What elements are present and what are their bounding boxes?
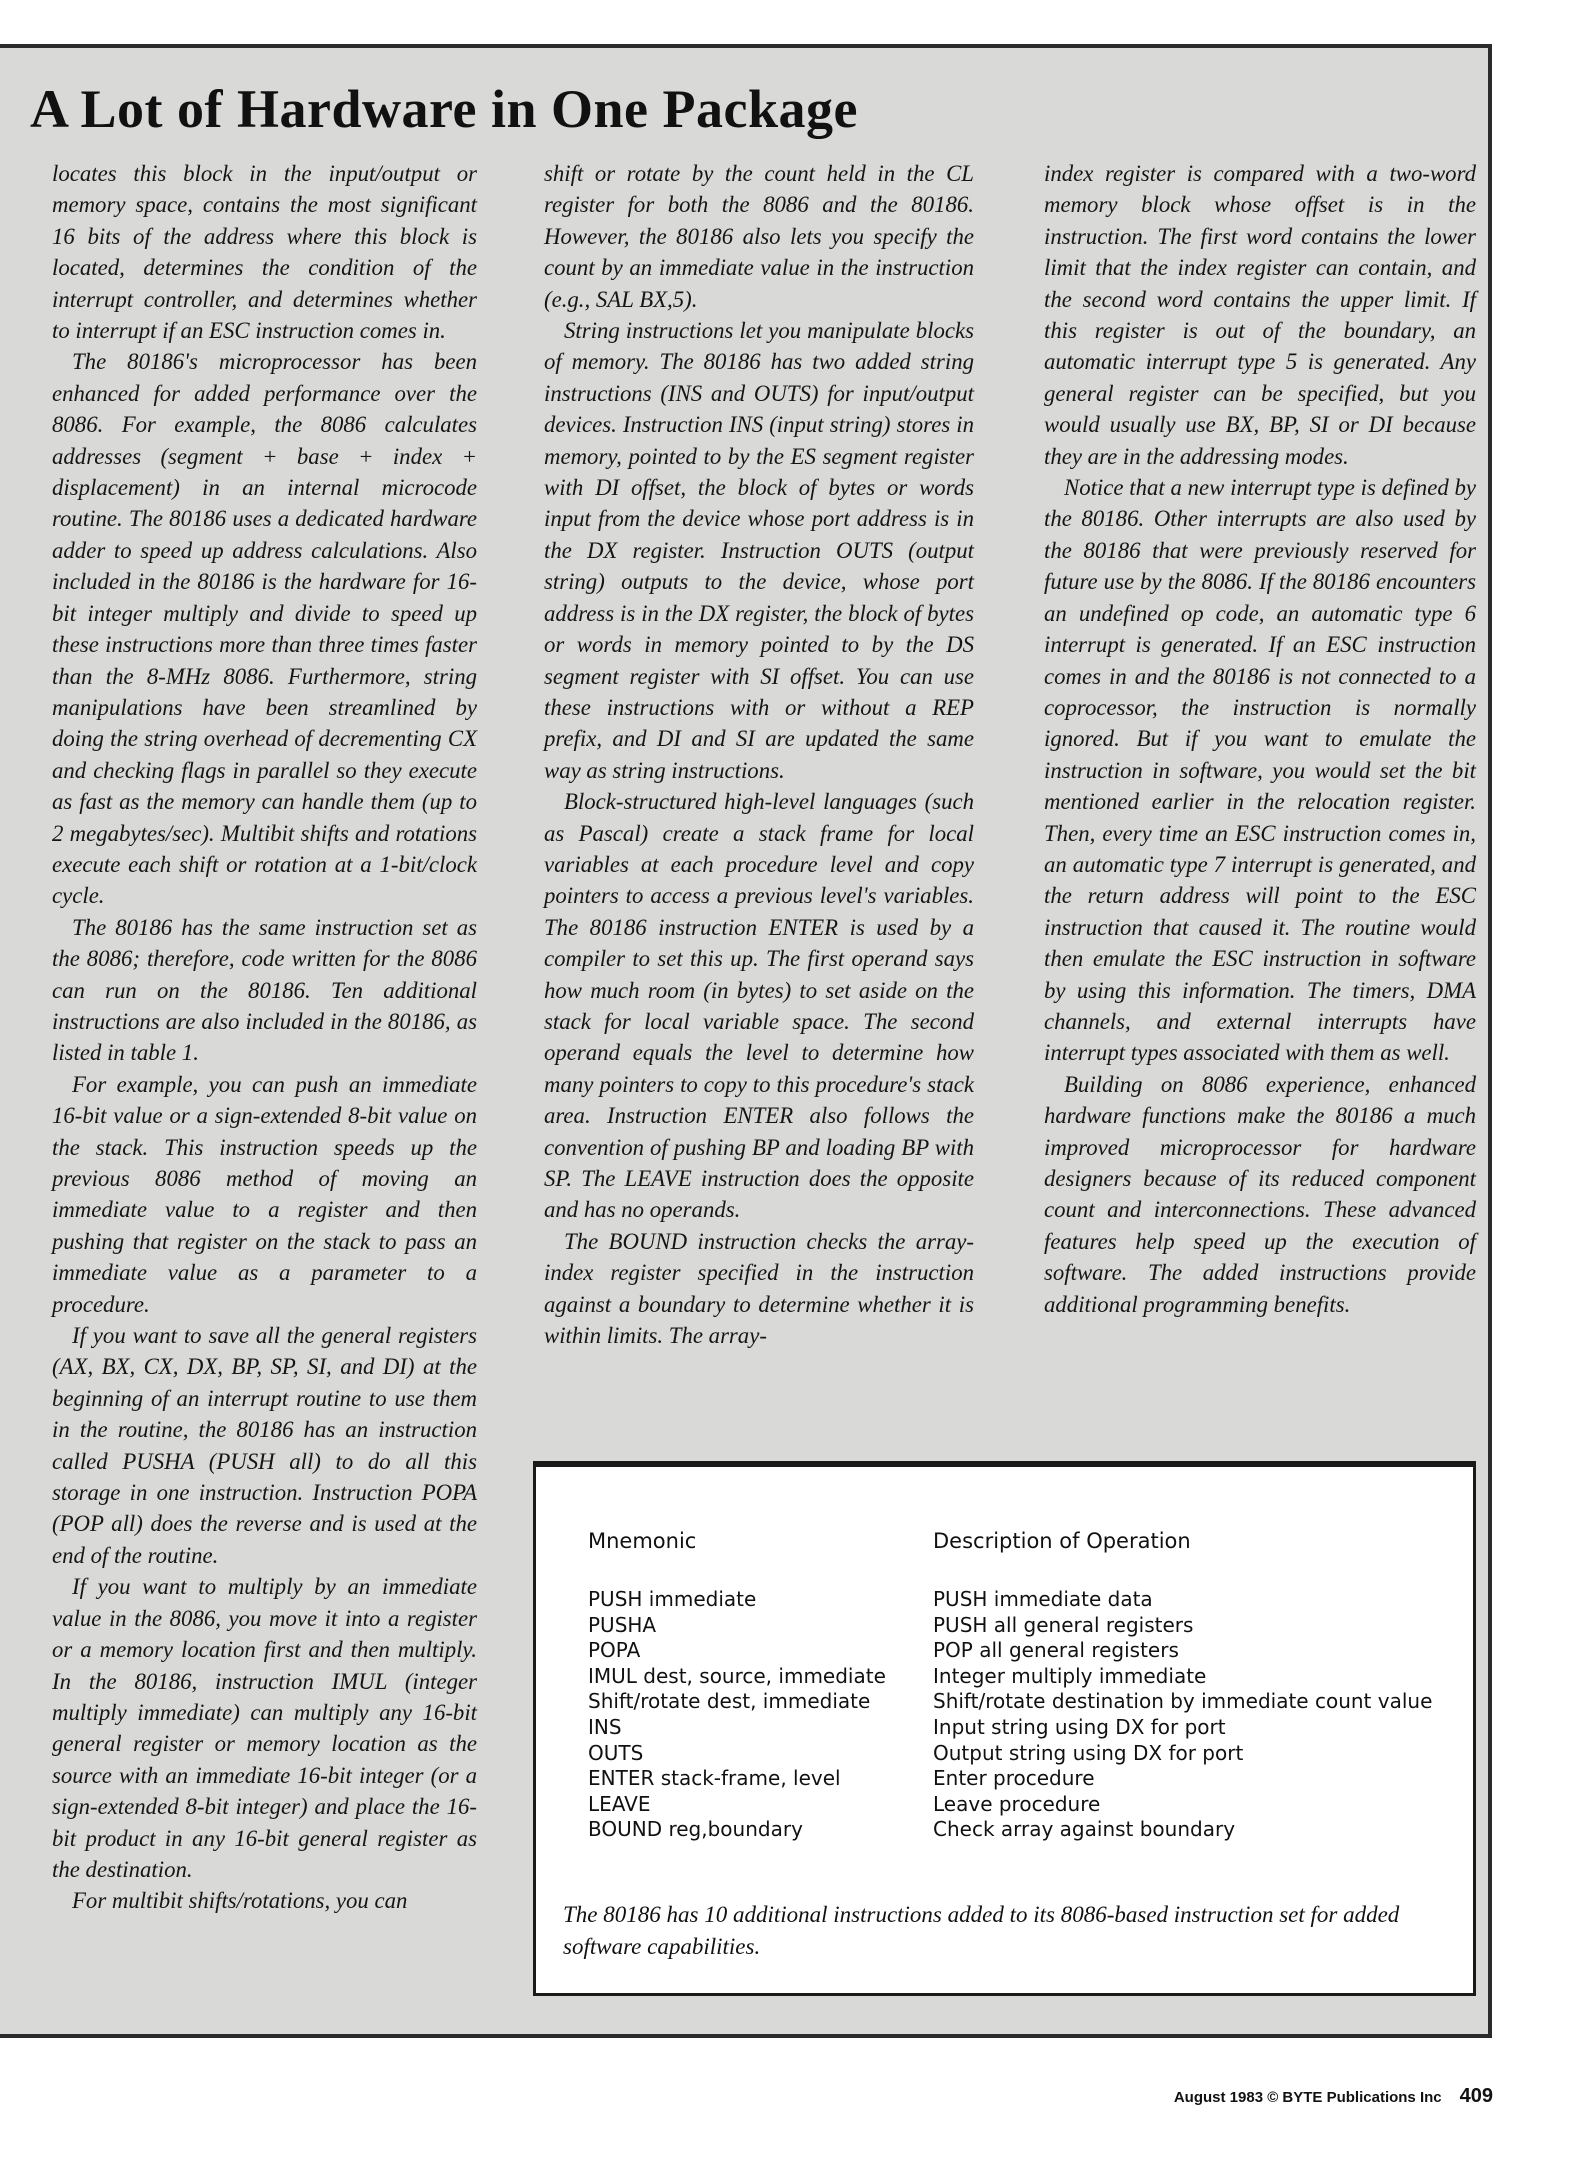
paragraph: String instructions let you manipulate blocks of memory. The 80186 has two added string instructions (INS and OUTS) for input/output devices. Instruction INS (input string) stores in memory, pointed to by the ES segment register with DI offset, the block of bytes or words input from the device whose port address is in the DX register. Instruction OUTS (output string) outputs to the device, whose port address is in the DX register, the block of bytes or words in memory pointed to by the DS segment register with SI offset. You can use these instructions with or without a REP prefix, and DI and SI are updated the same way as string instructions. (544, 318, 974, 783)
table-cell-mnemonic: Shift/rotate dest, immediate (588, 1689, 871, 1714)
description-column (933, 1587, 1432, 1843)
mnemonic-column (588, 1587, 886, 1843)
table-cell-description: Integer multiply immediate (933, 1663, 1207, 1688)
article-title: A Lot of Hardware in One Package (30, 79, 858, 139)
paragraph: The BOUND instruction checks the array-index register specified in the instruction against a boundary to determine whether it is within limits. The array- (544, 1228, 974, 1349)
article-column-2 (544, 158, 974, 1351)
article-column-1 (52, 158, 477, 1917)
paragraph: Notice that a new interrupt type is defined by the 80186. Other interrupts are also used by the 80186 that were previously reserved for future use by the 8086. If the 80186 encounters an undefined op code, an automatic type 6 interrupt is generated. If an ESC instruction comes in and the 80186 is not connected to a coprocessor, the instruction is normally ignored. But if you want to emulate the instruction in software, you would set the bit mentioned earlier in the relocation register. Then, every time an ESC instruction comes in, an automatic type 7 interrupt is generated, and the return address will point to the ESC instruction that caused it. The routine would then emulate the ESC instruction in software by using this information. The timers, DMA channels, and external interrupts have interrupt types associated with them as well. (1044, 475, 1476, 1066)
footer-credit: August 1983 © BYTE Publications Inc (1173, 2089, 1442, 2106)
table-cell-mnemonic: BOUND reg,boundary (588, 1817, 803, 1842)
paragraph: The 80186 has the same instruction set as the 8086; therefore, code written for the 8086 can run on the 80186. Ten additional instructions are also included in the 80186, as listed in table 1. (52, 914, 477, 1066)
paragraph: For example, you can push an immediate 16-bit value or a sign-extended 8-bit value on the stack. This instruction speeds up the previous 8086 method of moving an immediate value to a register and then pushing that register on the stack to pass an immediate value as a parameter to a procedure. (52, 1071, 477, 1317)
table-header-mnemonic: Mnemonic (588, 1529, 697, 1553)
paragraph: locates this block in the input/output or memory space, contains the most significant 16 bits of the address where this block is located, determines the condition of the interrupt controller, and determines whether to interrupt if an ESC instruction comes in. (52, 161, 477, 344)
article-column-3 (1044, 158, 1476, 1320)
page-footer (1174, 2085, 1493, 2108)
table-cell-mnemonic: ENTER stack-frame, level (588, 1766, 841, 1791)
table-cell-description: PUSH all general registers (933, 1612, 1194, 1637)
table-header-description: Description of Operation (933, 1529, 1191, 1553)
table-cell-description: Enter procedure (933, 1766, 1095, 1791)
table-cell-description: Check array against boundary (933, 1817, 1236, 1842)
table-cell-description: POP all general registers (933, 1638, 1179, 1663)
table-cell-description: Output string using DX for port (933, 1740, 1244, 1765)
table-caption: The 80186 has 10 additional instructions added to its 8086-based instruction set for added software capabilities. (563, 1902, 1400, 1959)
table-cell-description: Input string using DX for port (933, 1714, 1226, 1739)
paragraph: If you want to multiply by an immediate value in the 8086, you move it into a register or a memory location first and then multiply. In the 80186, instruction IMUL (integer multiply immediate) can multiply any 16-bit general register or memory location as the source with an immediate 16-bit integer (or a sign-extended 8-bit integer) and place the 16-bit product in any 16-bit general register as the destination. (52, 1574, 477, 1882)
table-cell-description: PUSH immediate data (933, 1587, 1153, 1611)
table-cell-mnemonic: POPA (588, 1638, 641, 1663)
table-cell-mnemonic: PUSHA (588, 1612, 657, 1637)
instruction-table (533, 1461, 1476, 1996)
paragraph: shift or rotate by the count held in the CL register for both the 8086 and the 80186. However, the 80186 also lets you specify the count by an immediate value in the instruction (e.g., SAL BX,5). (544, 161, 974, 312)
paragraph: If you want to save all the general registers (AX, BX, CX, DX, BP, SP, SI, and DI) at the beginning of an interrupt routine to use them in the routine, the 80186 has an instruction called PUSHA (PUSH all) to do all this storage in one instruction. Instruction POPA (POP all) does the reverse and is used at the end of the routine. (52, 1323, 477, 1568)
paragraph: Block-structured high-level languages (such as Pascal) create a stack frame for local variables at each procedure level and copy pointers to access a previous level's variables. The 80186 instruction ENTER is used by a compiler to set this up. The first operand says how much room (in bytes) to set aside on the stack for local variable space. The second operand equals the level to determine how many pointers to copy to this procedure's stack area. Instruction ENTER also follows the convention of pushing BP and loading BP with SP. The LEAVE instruction does the opposite and has no operands. (544, 789, 974, 1223)
table-cell-mnemonic: IMUL dest, source, immediate (588, 1663, 886, 1688)
page-number: 409 (1459, 2085, 1493, 2107)
paragraph: For multibit shifts/rotations, you can (72, 1888, 408, 1914)
table-cell-description: Shift/rotate destination by immediate count value (933, 1689, 1433, 1714)
table-cell-description: Leave procedure (933, 1791, 1101, 1816)
paragraph: index register is compared with a two-word memory block whose offset is in the instruction. The first word contains the lower limit that the index register can contain, and the second word contains the upper limit. If this register is out of the boundary, an automatic interrupt type 5 is generated. Any general register can be specified, but you would usually use BX, BP, SI or DI because they are in the addressing modes. (1044, 161, 1476, 469)
table-cell-mnemonic: PUSH immediate (588, 1587, 757, 1611)
table-cell-mnemonic: LEAVE (588, 1791, 651, 1816)
table-cell-mnemonic: INS (588, 1714, 622, 1739)
paragraph: The 80186's microprocessor has been enhanced for added performance over the 8086. For example, the 8086 calculates addresses (segment + base + index + displacement) in an internal microcode routine. The 80186 uses a dedicated hardware adder to speed up address calculations. Also included in the 80186 is the hardware for 16-bit integer multiply and divide to speed up these instructions more than three times faster than the 8-MHz 8086. Furthermore, string manipulations have been streamlined by doing the string overhead of decrementing CX and checking flags in parallel so they execute as fast as the memory can handle them (up to 2 megabytes/sec). Multibit shifts and rotations execute each shift or rotation at a 1-bit/clock cycle. (52, 349, 477, 909)
table-cell-mnemonic: OUTS (588, 1740, 644, 1765)
paragraph: Building on 8086 experience, enhanced hardware functions make the 80186 a much improved microprocessor for hardware designers because of its reduced component count and interconnections. These advanced features help speed up the execution of software. The added instructions provide additional programming benefits. (1044, 1071, 1476, 1317)
